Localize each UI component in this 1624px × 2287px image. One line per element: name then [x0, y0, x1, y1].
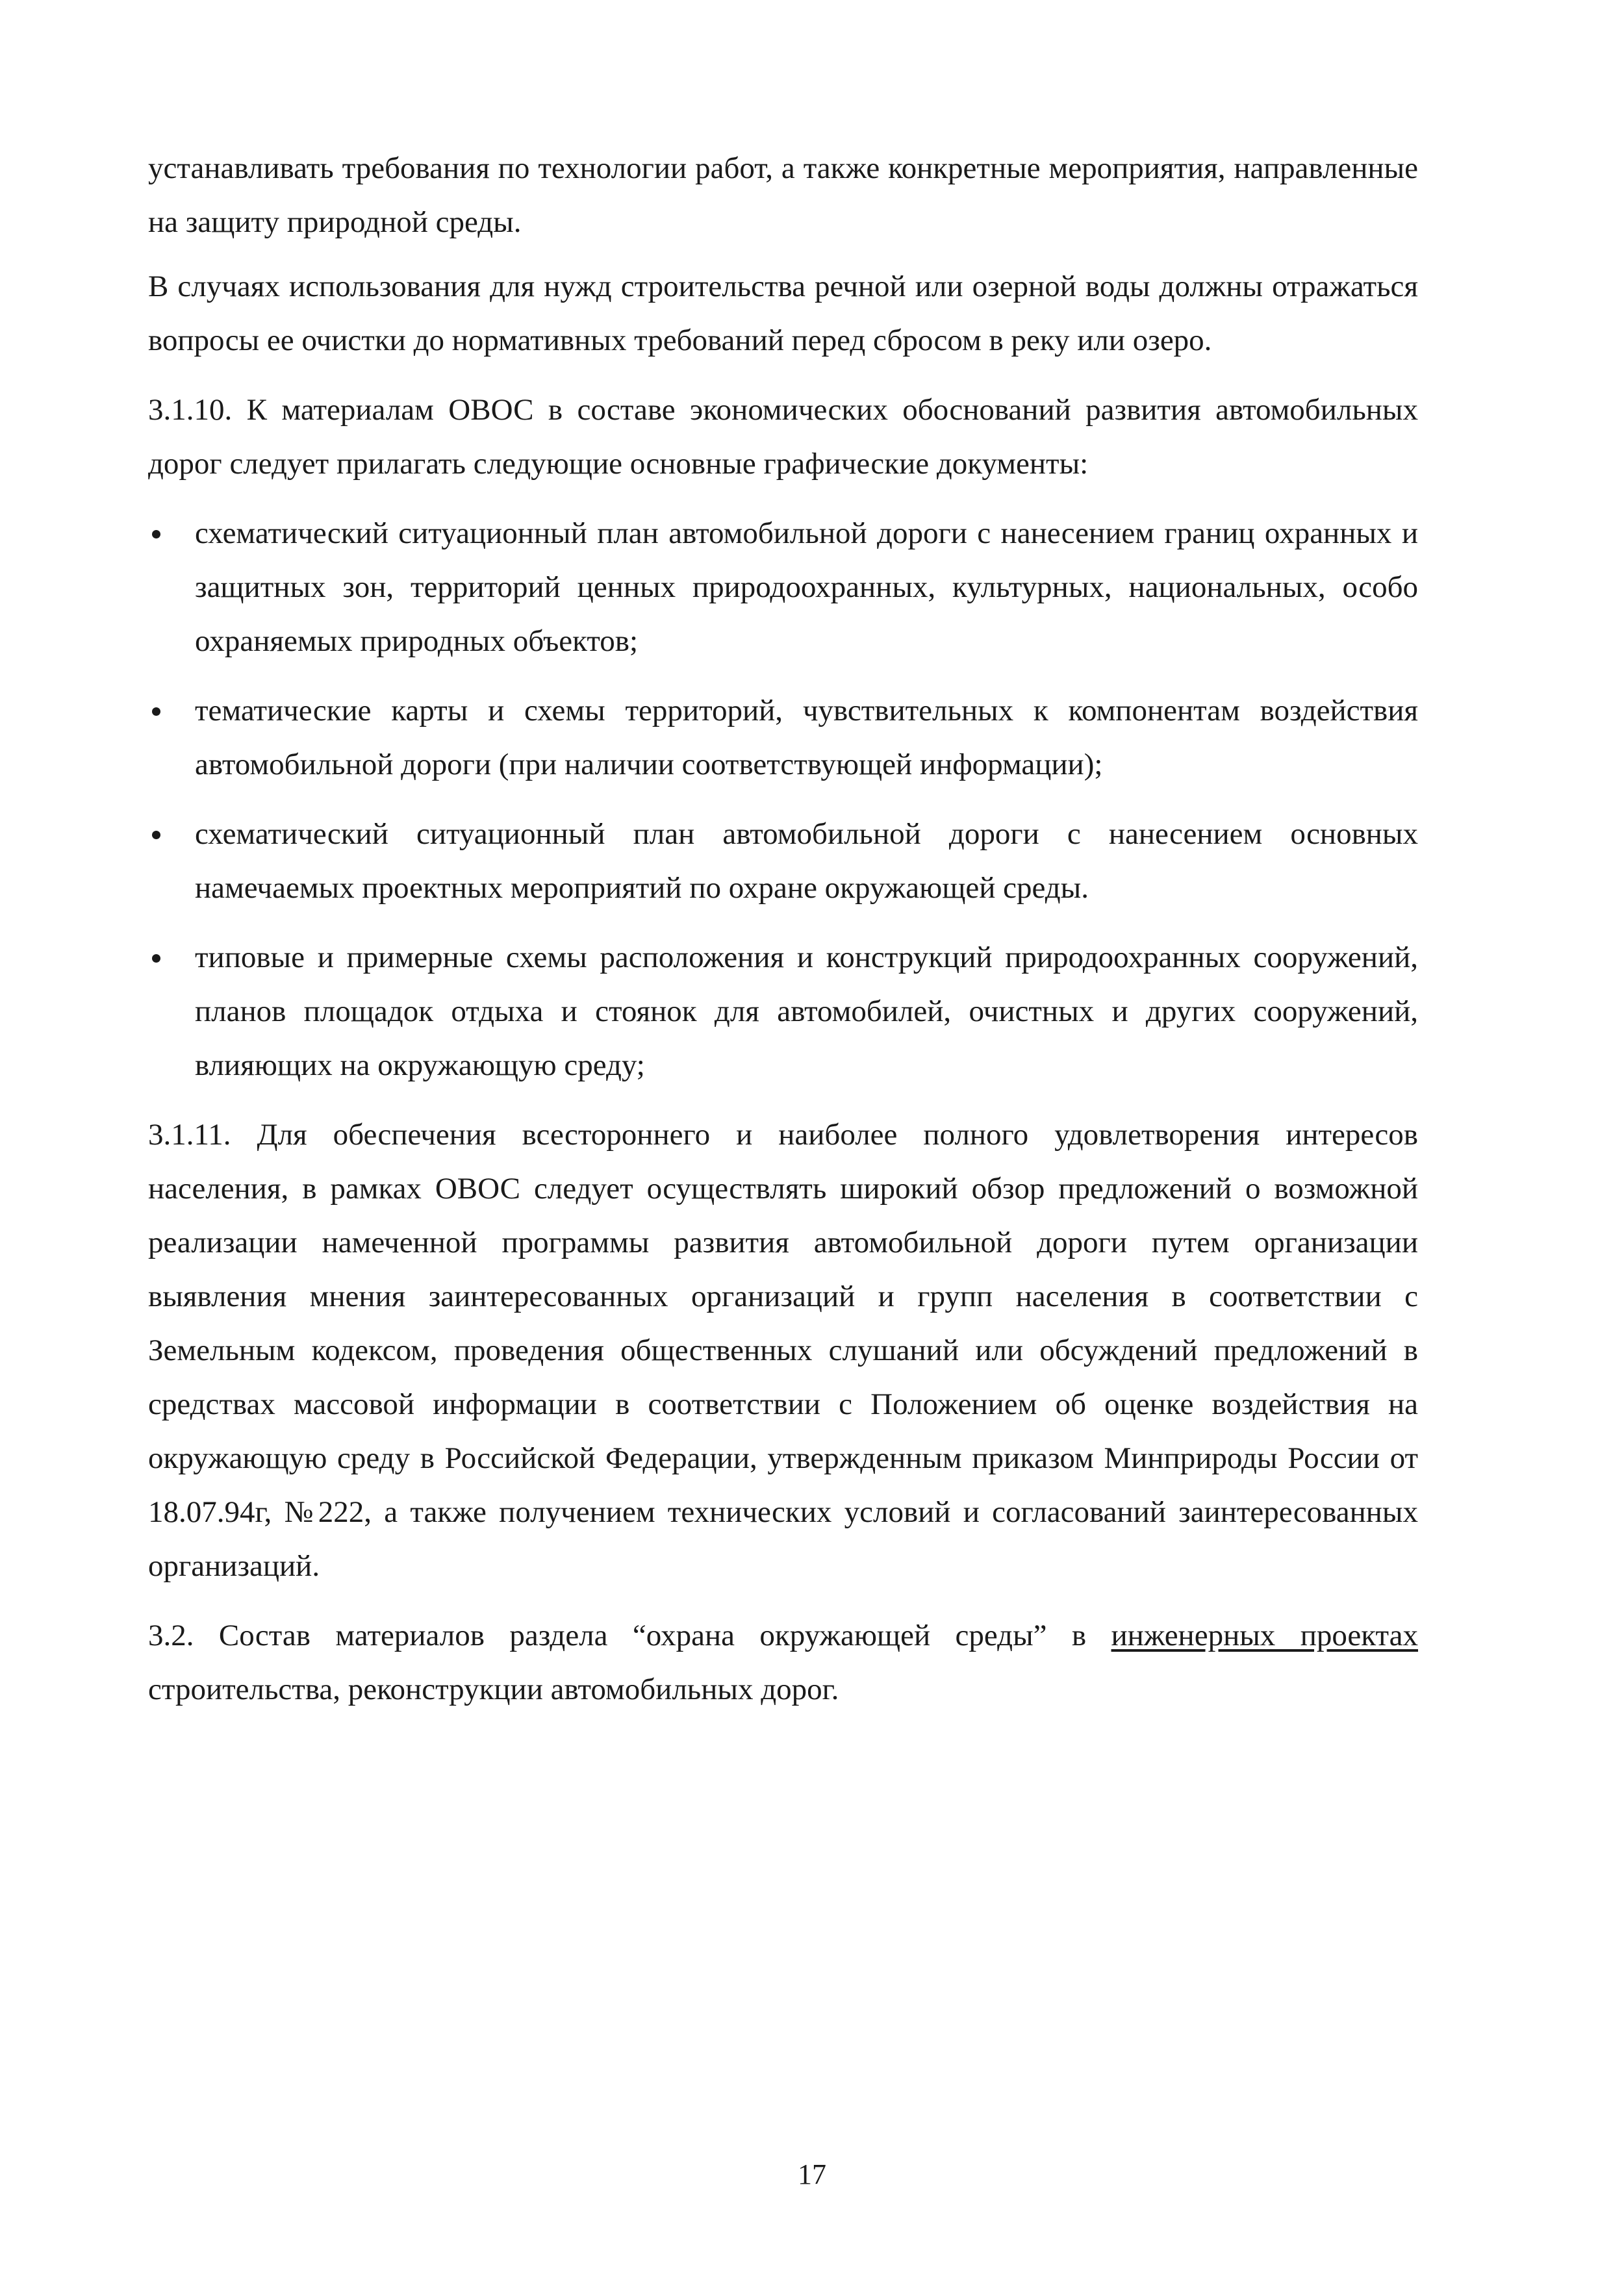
paragraph-water-usage: В случаях использования для нужд строительства речной или озерной воды должны отражаться вопросы ее очистки до нормативных требований перед сбросом в реку или озеро.: [148, 270, 1418, 357]
list-item: схематический ситуационный план автомобильной дороги с нанесением основных намечаемых проектных мероприятий по охране окружающей среды.: [148, 807, 1418, 915]
list-item: схематический ситуационный план автомобильной дороги с нанесением границ охранных и защитных зон, территорий ценных природоохранных, культурных, национальных, особо охраняемых природных объектов;: [148, 507, 1418, 668]
list-item: тематические карты и схемы территорий, чувствительных к компонентам воздействия автомобильной дороги (при наличии соответствующей информации);: [148, 684, 1418, 792]
paragraph-continuation: устанавливать требования по технологии работ, а также конкретные мероприятия, направленные на защиту природной среды.: [148, 151, 1418, 239]
section-3-1-10: 3.1.10. К материалам ОВОС в составе экономических обоснований развития автомобильных дорог следует прилагать следующие основные графические документы:: [148, 393, 1418, 481]
graphic-documents-list: [148, 507, 1418, 1093]
section-3-1-11: 3.1.11. Для обеспечения всестороннего и наиболее полного удовлетворения интересов населения, в рамках ОВОС следует осуществлять широкий обзор предложений о возможной реализации намеченной программы развития автомобильной дороги путем организации выявления мнения заинтересованных организаций и групп населения в соответствии с Земельным кодексом, проведения общественных слушаний или обсуждений предложений в средствах массовой информации в соответствии с Положением об оценке воздействия на окружающую среду в Российской Федерации, утвержденным приказом Минприроды России от 18.07.94г, №222, а также получением технических условий и согласований заинтересованных организаций.: [148, 1118, 1418, 1583]
page-number: 17: [798, 2158, 826, 2190]
section-3-2-underlined: инженерных проектах: [1111, 1619, 1418, 1652]
page-content: [148, 142, 1418, 1732]
list-item: типовые и примерные схемы расположения и конструкций природоохранных сооружений, планов площадок отдыха и стоянок для автомобилей, очистных и других сооружений, влияющих на окружающую среду;: [148, 931, 1418, 1093]
section-3-2-suffix: строительства, реконструкции автомобильных дорог.: [148, 1673, 839, 1706]
section-3-2-prefix: 3.2. Состав материалов раздела “охрана окружающей среды” в: [148, 1619, 1111, 1652]
section-3-2-heading: [148, 1609, 1418, 1717]
